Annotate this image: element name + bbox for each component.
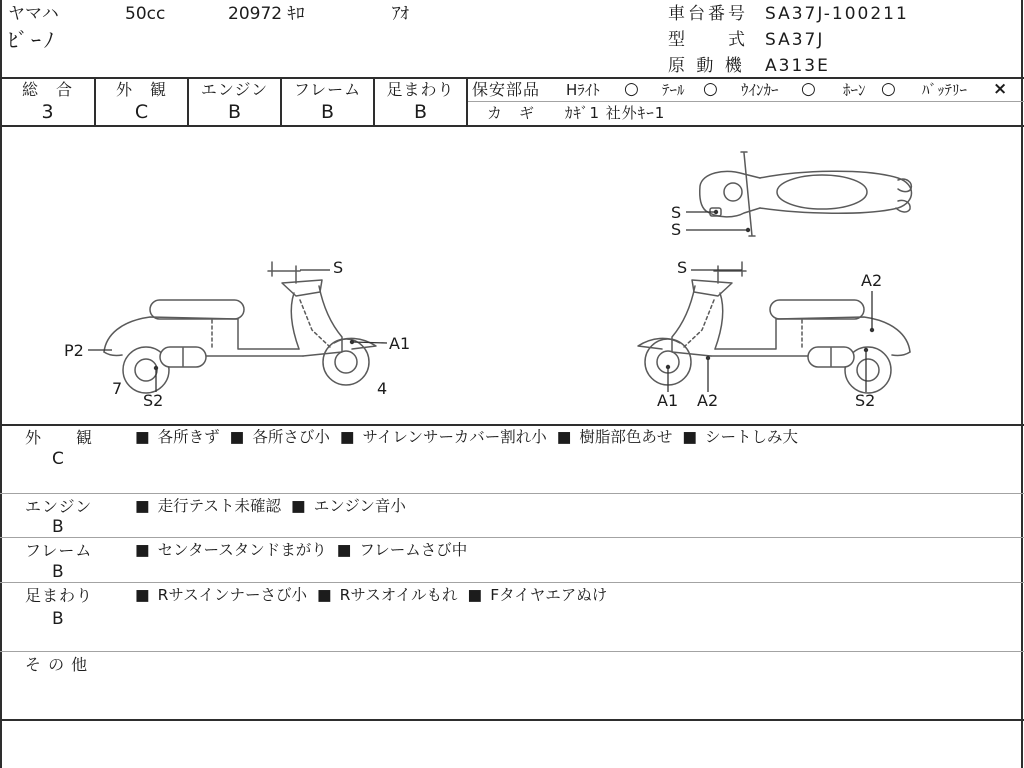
- status-ng-icon: ×: [993, 79, 1008, 99]
- section-grade-frame: B: [52, 562, 64, 582]
- section-label-other: そ の 他: [25, 655, 89, 674]
- status-ok-icon: ○: [881, 79, 896, 99]
- grade-label-exterior: 外 観: [115, 80, 167, 99]
- keys-label: カ ギ: [487, 104, 536, 122]
- top-meter: [724, 183, 742, 201]
- diagram-label: S: [671, 220, 682, 239]
- engine-code: A313E: [765, 56, 830, 76]
- top-seat: [777, 175, 867, 209]
- scooter-top-view: [700, 152, 912, 236]
- diagram-label: 7: [112, 379, 123, 398]
- marker-dot: [870, 328, 874, 332]
- safety-item-taillight: ﾃｰﾙ: [662, 81, 685, 99]
- grade-label-engine: エンジン: [200, 80, 269, 99]
- remark-item: [468, 587, 608, 604]
- section-label-exterior: 外 観: [25, 428, 94, 447]
- remark-text: センタースタンドまがり: [157, 542, 327, 559]
- diagram-label: S2: [855, 391, 876, 410]
- scooter-side-view-left: [104, 262, 376, 393]
- marker-dot: [864, 348, 868, 352]
- frame-number-label: 車台番号: [668, 4, 748, 24]
- bullet-icon: ■: [556, 429, 572, 446]
- marker-dot: [154, 366, 158, 370]
- diagram-label: 4: [377, 379, 388, 398]
- remark-item: [557, 429, 673, 446]
- bullet-icon: ■: [135, 498, 150, 515]
- remark-text: 樹脂部色あせ: [579, 429, 673, 446]
- body-color: ｱｵ: [392, 4, 409, 24]
- grade-label-frame: フレーム: [293, 80, 362, 99]
- remark-item: [340, 429, 547, 446]
- section-remarks-suspension: [135, 587, 1015, 605]
- status-ok-icon: ○: [703, 79, 718, 99]
- safety-keys-divider: [467, 101, 1024, 102]
- bullet-icon: ■: [339, 429, 355, 446]
- displacement: 50cc: [125, 4, 166, 24]
- safety-item-headlight: Hﾗｲﾄ: [566, 81, 600, 99]
- marker-dot: [746, 228, 750, 232]
- remark-text: 各所きず: [157, 429, 220, 446]
- safety-item-horn: ﾎｰﾝ: [843, 81, 866, 99]
- diagram-label: P2: [64, 341, 84, 360]
- remark-item: [317, 587, 458, 604]
- frame-number: SA37J-100211: [765, 4, 909, 24]
- bullet-icon: ■: [682, 429, 698, 446]
- leader-line: [352, 342, 387, 343]
- model-type-label: 型 式: [668, 30, 748, 50]
- bullet-icon: ■: [229, 429, 245, 446]
- diagram-label: A2: [697, 391, 719, 410]
- section-remarks-engine: [135, 498, 1015, 516]
- diagram-label: A2: [861, 271, 883, 290]
- remark-text: シートしみ大: [705, 429, 799, 446]
- marker-dot: [350, 340, 354, 344]
- remark-text: フレームさび中: [359, 542, 468, 559]
- model-type: SA37J: [765, 30, 825, 50]
- bullet-icon: ■: [135, 429, 150, 446]
- grade-value-engine: B: [227, 101, 242, 123]
- safety-item-turn-signal: ｳｲﾝｶｰ: [741, 81, 779, 99]
- safety-parts-label: 保安部品: [472, 80, 541, 99]
- top-tail-lamp: [896, 179, 911, 212]
- damage-markers: [88, 212, 872, 392]
- section-divider: [0, 719, 1024, 721]
- bullet-icon: ■: [317, 587, 332, 604]
- grade-value-suspension: B: [413, 101, 428, 123]
- top-body: [760, 171, 912, 213]
- section-label-engine: エンジン: [25, 497, 93, 516]
- grade-value-exterior: C: [134, 101, 149, 123]
- grade-value-overall: 3: [41, 101, 54, 123]
- diagram-divider: [0, 424, 1024, 426]
- bullet-icon: ■: [467, 587, 483, 604]
- maker: ヤマハ: [8, 4, 59, 24]
- remark-item: [337, 542, 468, 559]
- top-handlebar: [741, 152, 755, 236]
- damage-dots: [154, 210, 874, 370]
- section-divider: [0, 537, 1024, 538]
- grade-label-overall: 総 合: [21, 80, 73, 99]
- diagram-label: S: [671, 203, 682, 222]
- section-label-suspension: 足まわり: [25, 586, 94, 605]
- top-front-cowl: [700, 171, 760, 216]
- bullet-icon: ■: [135, 542, 150, 559]
- marker-dot: [706, 356, 710, 360]
- keys-value: ｶｷﾞ1 社外ｷｰ1: [565, 104, 666, 122]
- section-divider: [0, 651, 1024, 652]
- remark-text: 走行テスト未確認: [157, 498, 282, 515]
- status-ok-icon: ○: [624, 79, 639, 99]
- section-grade-engine: B: [52, 517, 64, 537]
- remark-item: [135, 542, 327, 559]
- header-divider: [0, 77, 1024, 79]
- remark-item: [135, 587, 307, 604]
- remark-item: [682, 429, 798, 446]
- section-remarks-frame: [135, 542, 1015, 560]
- remark-text: Rサスオイルもれ: [339, 587, 458, 604]
- diagram-label: S2: [143, 391, 164, 410]
- damage-diagram: [0, 126, 1024, 424]
- diagram-label: S: [333, 258, 344, 277]
- marker-dot: [714, 210, 718, 214]
- remark-text: Fタイヤエアぬけ: [490, 587, 608, 604]
- remark-item: [291, 498, 406, 515]
- remark-text: サイレンサーカバー割れ小: [362, 429, 547, 446]
- bullet-icon: ■: [291, 498, 306, 515]
- status-ok-icon: ○: [801, 79, 816, 99]
- bullet-icon: ■: [336, 542, 352, 559]
- safety-item-battery: ﾊﾞｯﾃﾘｰ: [922, 81, 968, 99]
- bullet-icon: ■: [135, 587, 150, 604]
- grade-label-suspension: 足まわり: [386, 80, 455, 99]
- section-divider: [0, 582, 1024, 583]
- remark-text: Rサスインナーさび小: [157, 587, 307, 604]
- mileage: 20972 ｷﾛ: [228, 4, 305, 24]
- marker-dot: [666, 365, 670, 369]
- remark-item: [135, 498, 281, 515]
- remark-text: 各所さび小: [252, 429, 330, 446]
- remark-item: [230, 429, 330, 446]
- diagram-label: A1: [657, 391, 679, 410]
- engine-label: 原 動 機: [668, 56, 745, 76]
- model-name: ﾋﾞｰﾉ: [8, 28, 57, 52]
- section-grade-exterior: C: [52, 449, 64, 469]
- remark-text: エンジン音小: [313, 498, 406, 515]
- section-remarks-exterior: [135, 429, 1015, 447]
- section-label-frame: フレーム: [25, 541, 93, 560]
- diagram-label: S: [677, 258, 688, 277]
- grade-value-frame: B: [320, 101, 335, 123]
- section-divider: [0, 493, 1024, 494]
- diagram-label: A1: [389, 334, 411, 353]
- section-grade-suspension: B: [52, 609, 64, 629]
- remark-item: [135, 429, 220, 446]
